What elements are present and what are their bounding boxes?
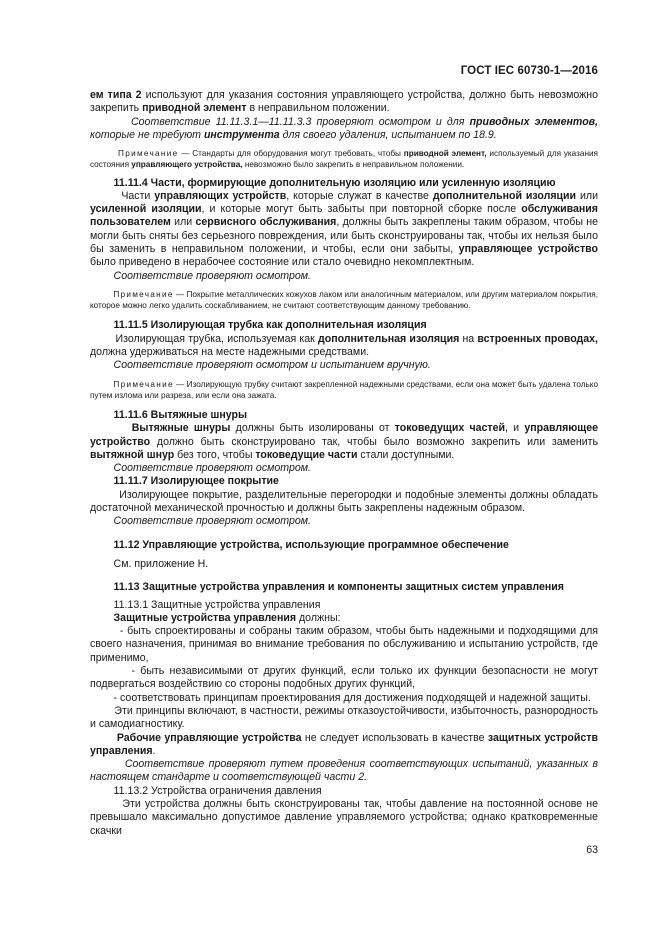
paragraph [90, 705, 598, 732]
text: Соответствие проверяют осмотром. [113, 269, 311, 282]
paragraph [90, 558, 598, 571]
compliance-check [90, 359, 598, 372]
text: Соответствие проверяют путем проведения соответствующих испытаний, указанных в настоящем стандарте и соответствующей части 2. [90, 758, 598, 784]
note [90, 289, 598, 311]
text: — Изолирующую трубку считают закрепленной надежными средствами, если она может быть удалена только путем излома или разреза, или если она зажата. [90, 379, 599, 400]
text: — Стандарты для оборудования могут требовать, чтобы [178, 149, 404, 159]
term: приводных элементов, [469, 115, 599, 128]
text: , должны быть закреплены таким образом, чтобы не могли быть сняты без серьезного повреждения, или быть сконструированы так, чтобы их нельзя было бы заменить в неправильном положении, и чтобы, если они забыты, [90, 216, 599, 256]
text: — Покрытие металлических кожухов лаком или аналогичным материалом, или другим материалом покрытия, которое можно легко удалить соскабливанием, не считают соответствующим данному требованию. [90, 289, 598, 311]
text: Соответствие 11.11.3.1—11.11.3.3 проверяют осмотром и для [131, 115, 470, 128]
text: 11.13 Защитные устройства управления и компоненты защитных систем управления [113, 581, 564, 594]
text: используют для указания состояния управляющего устройства, должно быть невозможно закрепить [90, 89, 598, 115]
section-heading [90, 319, 598, 332]
text: , и которые могут быть забыты при повторной сборке после [201, 203, 522, 216]
paragraph [90, 798, 598, 838]
text: в неправильном положении. [246, 102, 390, 115]
term: приводной элемент [142, 102, 247, 115]
list-item [90, 625, 598, 665]
text: Эти устройства должны быть сконструированы так, чтобы давление на постоянной основе не превышало максимально допустимое давление управляемого устройства; однако кратковременные скачки [90, 797, 598, 837]
paragraph [90, 333, 598, 360]
text: 11.11.6 Вытяжные шнуры [113, 408, 248, 421]
text: используемый для указания состояния [90, 149, 598, 170]
term: токоведущих частей [394, 422, 505, 435]
text: было приведено в нерабочее состояние или стало очевидно некомплектным. [90, 256, 475, 269]
page-number: 63 [586, 844, 598, 856]
text: 11.12 Управляющие устройства, использующие программное обеспечение [113, 538, 509, 551]
text: не следует использовать в качестве [301, 731, 488, 744]
text: - быть спроектированы и собраны таким образом, чтобы быть надежными и подходящими для своего назначения, принимая во внимание требования по обслуживанию и испытанию устройств, где применимо, [90, 625, 599, 664]
note-label: Примечание [118, 149, 179, 159]
term: токоведущие части [255, 448, 358, 461]
text: - соответствовать принципам проектирования для достижения подходящей и надежной защиты. [113, 691, 591, 704]
text: , которые служат в качестве [286, 189, 433, 202]
paragraph [90, 190, 598, 270]
standard-header: ГОСТ IEC 60730-1—2016 [460, 65, 598, 77]
term: Вытяжные шнуры [131, 422, 231, 435]
text: , и [505, 422, 525, 435]
page-content [90, 89, 598, 838]
term: управляющего устройства, [131, 160, 243, 170]
compliance-check [90, 270, 598, 283]
text: Изолирующее покрытие, разделительные перегородки и подобные элементы должны обладать достаточной механической прочностью и должны быть закреплены надежным образом. [90, 488, 598, 515]
section-heading [90, 177, 598, 190]
text: или [576, 189, 598, 202]
compliance-check [90, 116, 598, 143]
text: 11.11.4 Части, формирующие дополнительную изоляцию или усиленную изоляцию [113, 176, 556, 189]
paragraph-actuator-position [90, 89, 598, 116]
text: 11.13.1 Защитные устройства управления [113, 598, 321, 611]
term: защитных устройств управления [90, 731, 599, 757]
text: См. приложение Н. [113, 557, 209, 570]
list-item [90, 665, 598, 692]
term: сервисного обслуживания [195, 216, 337, 229]
term: Защитные устройства управления [113, 611, 297, 624]
text: 11.11.7 Изолирующее покрытие [113, 475, 279, 488]
text: без того, чтобы [174, 448, 256, 461]
text: должны быть изолированы от [230, 422, 395, 435]
text: должна удерживаться на месте надежными средствами. [90, 345, 370, 358]
text: которые не требуют [90, 128, 204, 141]
text: 11.11.5 Изолирующая трубка как дополнительная изоляция [113, 319, 427, 332]
term: обслуживания пользователем [90, 203, 598, 229]
note [90, 148, 598, 170]
text: Эти принципы включают, в частности, режимы отказоустойчивости, избыточность, разнородность и самодиагностику. [90, 704, 598, 731]
text: на [459, 332, 478, 345]
term: встроенных проводах, [477, 332, 598, 345]
text: Соответствие проверяют осмотром. [113, 462, 311, 475]
term: усиленной изоляции [90, 203, 202, 216]
section-heading [90, 539, 598, 552]
text: Части [121, 189, 155, 202]
text: стали доступными. [357, 448, 455, 461]
term: инструмента [203, 128, 280, 141]
text: невозможно было закрепить в неправильном положении. [242, 160, 465, 170]
paragraph [90, 612, 598, 625]
compliance-check [90, 515, 598, 528]
note-label: Примечание [113, 379, 174, 389]
text: или [170, 216, 196, 229]
term: приводной элемент, [403, 149, 487, 159]
note [90, 379, 598, 401]
term: управляющих устройств [154, 189, 287, 202]
term: дополнительной изоляции [432, 189, 577, 202]
term: управляющее устройство [458, 243, 598, 256]
term: вытяжной шнур [90, 448, 175, 461]
text: для своего удаления, испытанием по 18.9. [279, 128, 497, 141]
paragraph [90, 422, 598, 462]
text: Соответствие проверяют осмотром. [113, 515, 311, 528]
subsection-heading [90, 785, 598, 798]
text: . [152, 744, 156, 757]
text: - быть независимыми от других функций, если только их функции безопасности не могут подвергаться воздействию со стороны подобных других функций, [90, 665, 598, 691]
text: Изолирующая трубка, используемая как [115, 332, 318, 345]
paragraph [90, 732, 598, 759]
term: управляющее устройство [90, 422, 599, 448]
term: ем типа 2 [90, 89, 142, 101]
compliance-check [90, 758, 598, 785]
paragraph [90, 489, 598, 516]
compliance-check [90, 462, 598, 475]
text: должны: [296, 611, 341, 624]
term: дополнительная изоляция [318, 332, 460, 345]
list-item [90, 692, 598, 705]
section-heading [90, 475, 598, 488]
section-heading [90, 581, 598, 594]
text: Соответствие проверяют осмотром и испытанием вручную. [113, 359, 431, 372]
section-heading [90, 409, 598, 422]
subsection-heading [90, 599, 598, 612]
text: должно быть сконструировано так, чтобы было возможно закрепить или заменить [150, 435, 598, 448]
term: Рабочие управляющие устройства [116, 731, 302, 744]
note-label: Примечание [113, 289, 174, 299]
text: 11.13.2 Устройства ограничения давления [113, 784, 322, 797]
